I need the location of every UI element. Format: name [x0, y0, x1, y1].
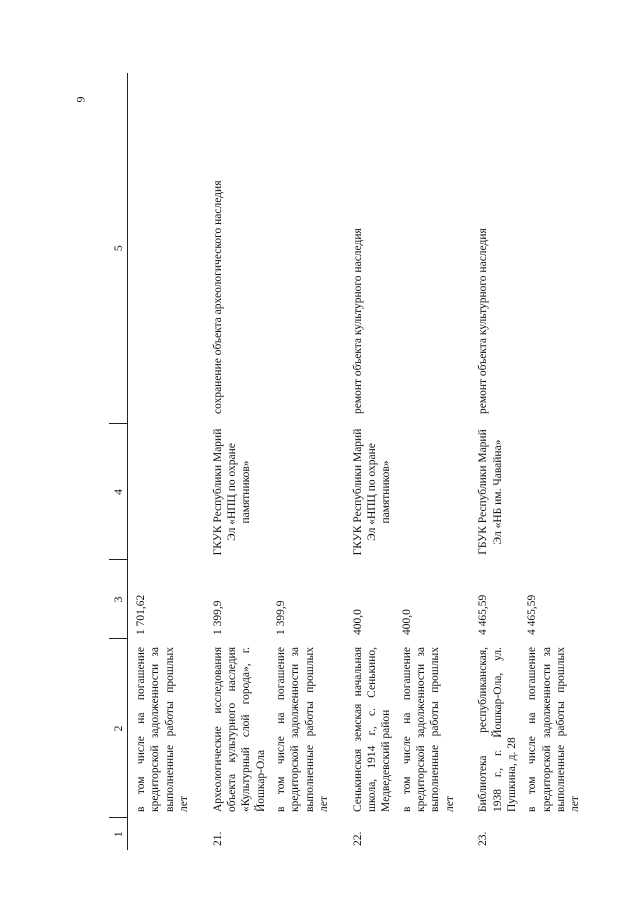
organization: ГКУК Республики Марий Эл «НПЦ по охране памятников»	[211, 428, 253, 556]
table-row	[394, 73, 458, 850]
organization	[519, 424, 583, 560]
purpose	[128, 73, 192, 424]
object-description: Археологические исследования объекта культурного наследия «Культурный слой города», г. Йошкар-Ола	[211, 647, 267, 812]
table-row	[519, 73, 583, 850]
table-row	[128, 73, 192, 850]
amount-value: 4 465,59	[477, 594, 490, 635]
object-description: в том числе на погашение кредиторской задолженности за выполненные работы прошлых лет	[135, 647, 191, 812]
object-description: в том числе на погашение кредиторской задолженности за выполненные работы прошлых лет	[275, 647, 331, 812]
objects-table	[109, 73, 583, 850]
amount-value: 1 399,9	[211, 600, 224, 635]
amount-value: 400,0	[351, 609, 364, 635]
purpose: сохранение объекта археологического наследия	[211, 180, 224, 414]
header-row	[109, 73, 128, 850]
purpose: ремонт объекта культурного наследия	[351, 228, 364, 414]
table-row	[342, 73, 394, 850]
purpose	[519, 73, 583, 424]
object-description: Библиотека республиканская, 1938 г., г. Йошкар-Ола, ул. Пушкина, д. 28	[477, 647, 518, 812]
purpose	[394, 73, 458, 424]
row-number: 23.	[477, 831, 490, 846]
organization	[394, 424, 458, 560]
column-header-5: 5	[109, 73, 128, 424]
amount-value: 400,0	[400, 609, 413, 635]
amount-value: 1 701,62	[135, 594, 147, 635]
object-description: в том числе на погашение кредиторской задолженности за выполненные работы прошлых лет	[526, 647, 582, 812]
organization	[268, 424, 332, 560]
row-number	[268, 818, 332, 850]
page-number: 9	[73, 96, 88, 103]
row-number	[128, 818, 192, 850]
row-number: 22.	[351, 831, 364, 846]
purpose	[268, 73, 332, 424]
object-description: в том числе на погашение кредиторской задолженности за выполненные работы прошлых лет	[400, 647, 456, 812]
organization: ГКУК Республики Марий Эл «НПЦ по охране памятников»	[351, 428, 393, 556]
row-number: 21.	[211, 831, 224, 846]
amount-value: 4 465,59	[526, 594, 539, 635]
purpose: ремонт объекта культурного наследия	[477, 228, 490, 414]
table-row	[202, 73, 269, 850]
column-header-4: 4	[109, 424, 128, 560]
row-number	[519, 818, 583, 850]
object-description: Сенькинская земская начальная школа, 1914 г., с. Сенькино, Медведевский район	[351, 647, 393, 812]
row-number	[394, 818, 458, 850]
table-row	[268, 73, 332, 850]
column-header-3: 3	[109, 560, 128, 639]
column-header-2: 2	[109, 639, 128, 818]
rotated-table-container	[109, 73, 582, 850]
organization: ГБУК Республики Марий Эл «НБ им. Чавайна»	[477, 429, 504, 555]
column-header-1: 1	[109, 818, 128, 850]
table-row	[467, 73, 519, 850]
organization	[128, 424, 192, 560]
amount-value: 1 399,9	[275, 600, 287, 635]
